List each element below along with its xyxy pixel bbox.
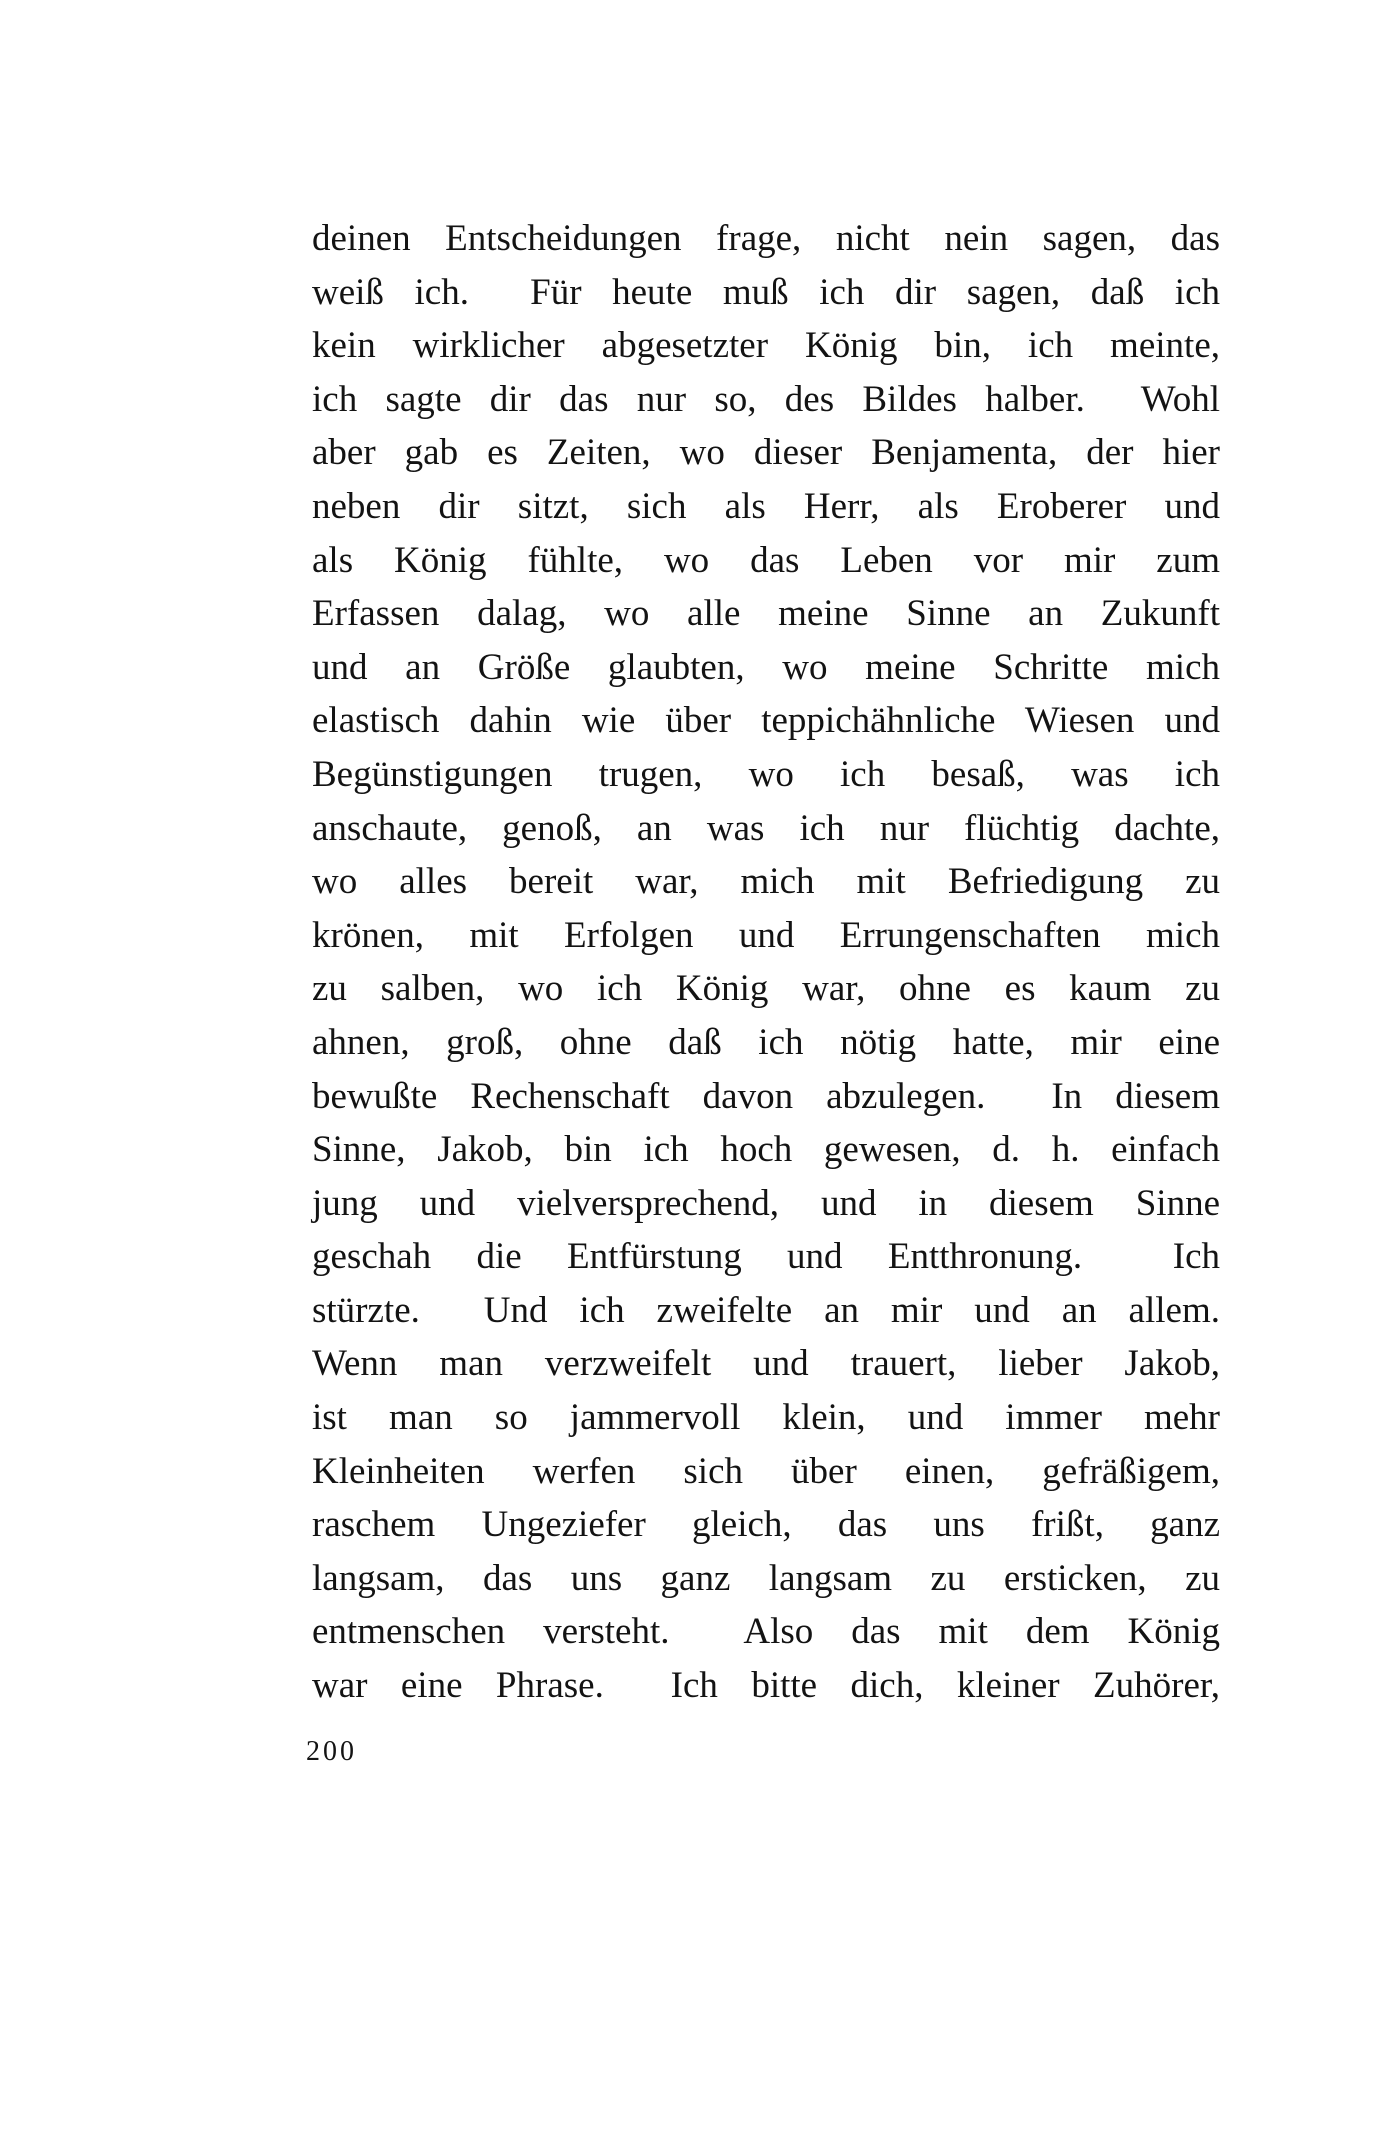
text-line: weiß ich. Für heute muß ich dir sagen, daß ich [312,271,1220,313]
text-line: deinen Entscheidungen frage, nicht nein sagen, das [312,218,1220,259]
text-line: ahnen, groß, ohne daß ich nötig hatte, mir eine [312,1021,1220,1063]
text-line: raschem Ungeziefer gleich, das uns frißt, ganz [312,1504,1220,1546]
text-line: entmenschen versteht. Also das mit dem König [312,1611,1220,1653]
text-line: Begünstigungen trugen, wo ich besaß, was ich [312,753,1220,795]
text-line: bewußte Rechenschaft davon abzulegen. In diesem [312,1075,1220,1117]
text-line: zu salben, wo ich König war, ohne es kaum zu [312,968,1220,1010]
text-line: anschaute, genoß, an was ich nur flüchtig dachte, [312,807,1220,849]
text-line: Erfassen dalag, wo alle meine Sinne an Zukunft [312,593,1220,635]
text-line: Wenn man verzweifelt und trauert, lieber Jakob, [312,1343,1220,1385]
body-text [312,212,1220,1713]
text-line: als König fühlte, wo das Leben vor mir zum [312,539,1220,581]
text-line: war eine Phrase. Ich bitte dich, kleiner Zuhörer, [312,1665,1220,1707]
text-line: stürzte. Und ich zweifelte an mir und an allem. [312,1289,1220,1331]
text-line: Kleinheiten werfen sich über einen, gefräßigem, [312,1450,1220,1492]
text-line: geschah die Entfürstung und Entthronung. Ich [312,1236,1220,1278]
text-line: wo alles bereit war, mich mit Befriedigung zu [312,861,1220,903]
text-line: aber gab es Zeiten, wo dieser Benjamenta, der hier [312,432,1220,474]
text-line: ich sagte dir das nur so, des Bildes halber. Wohl [312,378,1220,420]
text-line: Sinne, Jakob, bin ich hoch gewesen, d. h. einfach [312,1129,1220,1171]
text-line: neben dir sitzt, sich als Herr, als Eroberer und [312,485,1220,527]
text-line: kein wirklicher abgesetzter König bin, ich meinte, [312,325,1220,367]
text-line: langsam, das uns ganz langsam zu ersticken, zu [312,1557,1220,1599]
text-line: krönen, mit Erfolgen und Errungenschaften mich [312,914,1220,956]
page-number: 200 [306,1736,357,1767]
text-line: und an Größe glaubten, wo meine Schritte mich [312,646,1220,688]
text-line: elastisch dahin wie über teppichähnliche Wiesen und [312,700,1220,742]
text-line: jung und vielversprechend, und in diesem Sinne [312,1182,1220,1224]
text-line: ist man so jammervoll klein, und immer mehr [312,1397,1220,1439]
